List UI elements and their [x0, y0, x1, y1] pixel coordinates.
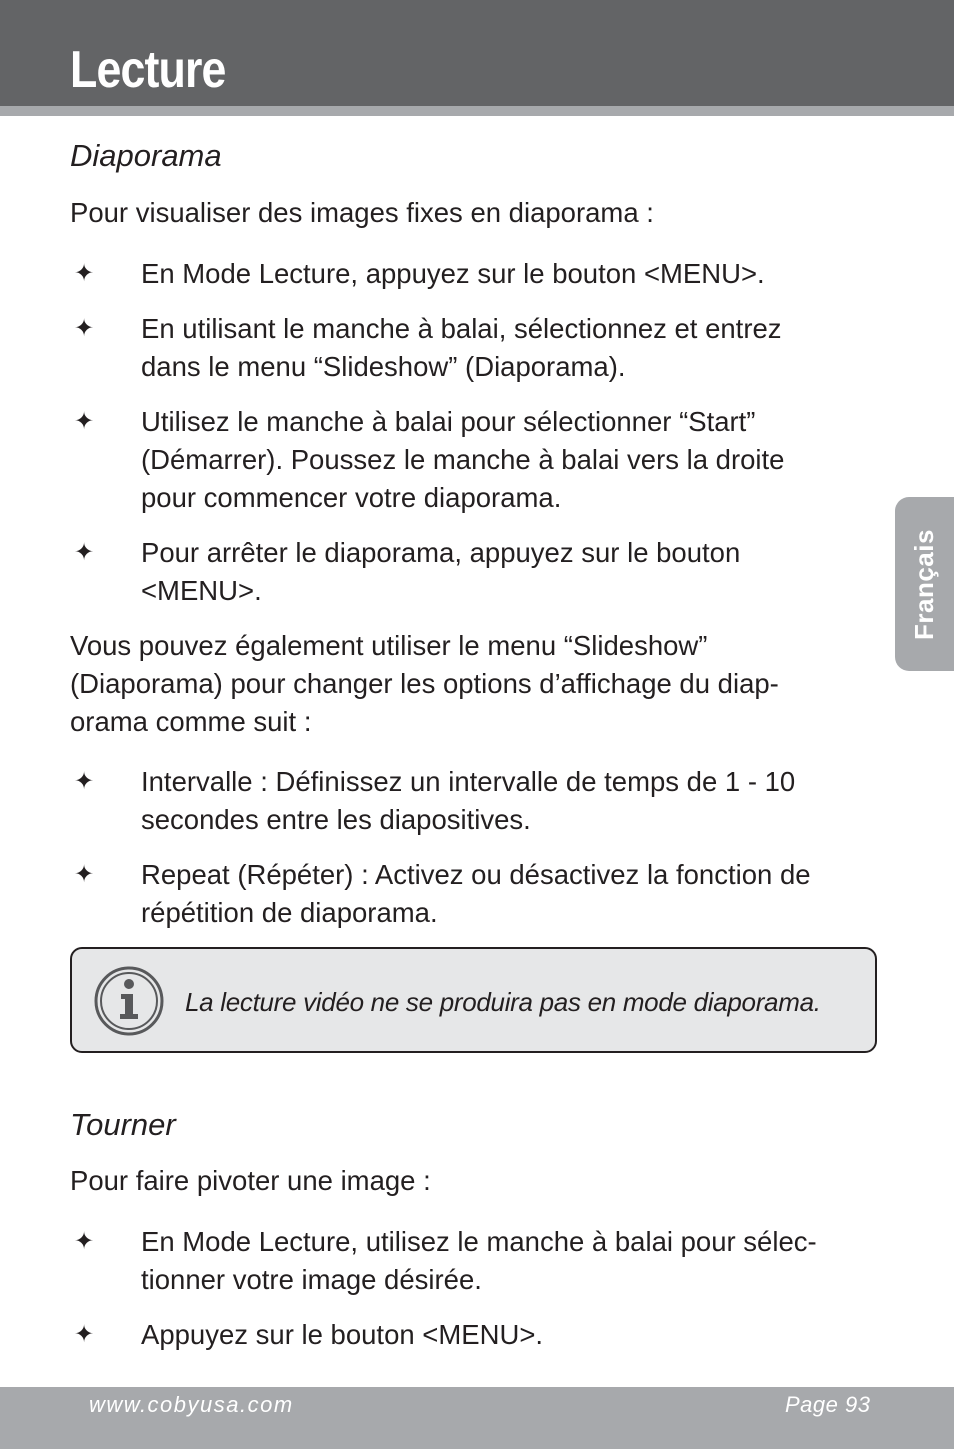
list-item-text: [141, 1316, 871, 1354]
list-item-text: [141, 403, 871, 517]
section-heading-diaporama: Diaporama: [70, 138, 222, 173]
text-line: Appuyez sur le bouton <MENU>.: [141, 1319, 544, 1350]
header-rule: [0, 106, 954, 116]
list-item-text: [141, 856, 871, 932]
text-line: répétition de diaporama.: [141, 897, 438, 928]
four-pointed-star-icon: ✦: [74, 408, 95, 435]
info-note: [70, 947, 877, 1053]
four-pointed-star-icon: ✦: [74, 1228, 95, 1255]
four-pointed-star-icon: ✦: [74, 1321, 95, 1348]
footer-url: www.cobyusa.com: [89, 1392, 294, 1417]
list-item-text: [141, 310, 871, 386]
text-line: Vous pouvez également utiliser le menu “Slideshow”: [70, 630, 708, 661]
text-line: En utilisant le manche à balai, sélectionnez et entrez: [141, 313, 782, 344]
text-line: (Diaporama) pour changer les options d’affichage du diap-: [70, 668, 779, 699]
text-line: Utilisez le manche à balai pour sélectionner “Start”: [141, 406, 756, 437]
four-pointed-star-icon: ✦: [74, 768, 95, 795]
text-line: pour commencer votre diaporama.: [141, 482, 562, 513]
text-line: dans le menu “Slideshow” (Diaporama).: [141, 351, 626, 382]
diaporama-intro: Pour visualiser des images fixes en diaporama :: [70, 197, 654, 228]
text-line: secondes entre les diapositives.: [141, 804, 531, 835]
text-line: En Mode Lecture, utilisez le manche à balai pour sélec-: [141, 1226, 817, 1257]
list-item-text: [141, 763, 871, 839]
list-item-text: [141, 1223, 871, 1299]
four-pointed-star-icon: ✦: [74, 861, 95, 888]
four-pointed-star-icon: ✦: [74, 539, 95, 566]
language-tab-label: Français: [909, 529, 939, 640]
page-number: Page 93: [785, 1392, 871, 1417]
tourner-intro: Pour faire pivoter une image :: [70, 1165, 431, 1196]
options-intro: [70, 627, 860, 741]
text-line: Intervalle : Définissez un intervalle de temps de 1 - 10: [141, 766, 796, 797]
section-heading-tourner: Tourner: [70, 1107, 176, 1142]
text-line: tionner votre image désirée.: [141, 1264, 482, 1295]
text-line: <MENU>.: [141, 575, 262, 606]
text-line: En Mode Lecture, appuyez sur le bouton <MENU>.: [141, 258, 765, 289]
list-item-text: [141, 255, 871, 293]
four-pointed-star-icon: ✦: [74, 315, 95, 342]
text-line: Pour arrêter le diaporama, appuyez sur le bouton: [141, 537, 741, 568]
four-pointed-star-icon: ✦: [74, 260, 95, 287]
note-text: La lecture vidéo ne se produira pas en mode diaporama.: [185, 987, 821, 1017]
text-line: Repeat (Répéter) : Activez ou désactivez la fonction de: [141, 859, 811, 890]
list-item-text: [141, 534, 871, 610]
text-line: (Démarrer). Poussez le manche à balai vers la droite: [141, 444, 785, 475]
text-line: orama comme suit :: [70, 706, 312, 737]
page-title: Lecture: [70, 41, 226, 99]
info-icon: [94, 966, 164, 1036]
